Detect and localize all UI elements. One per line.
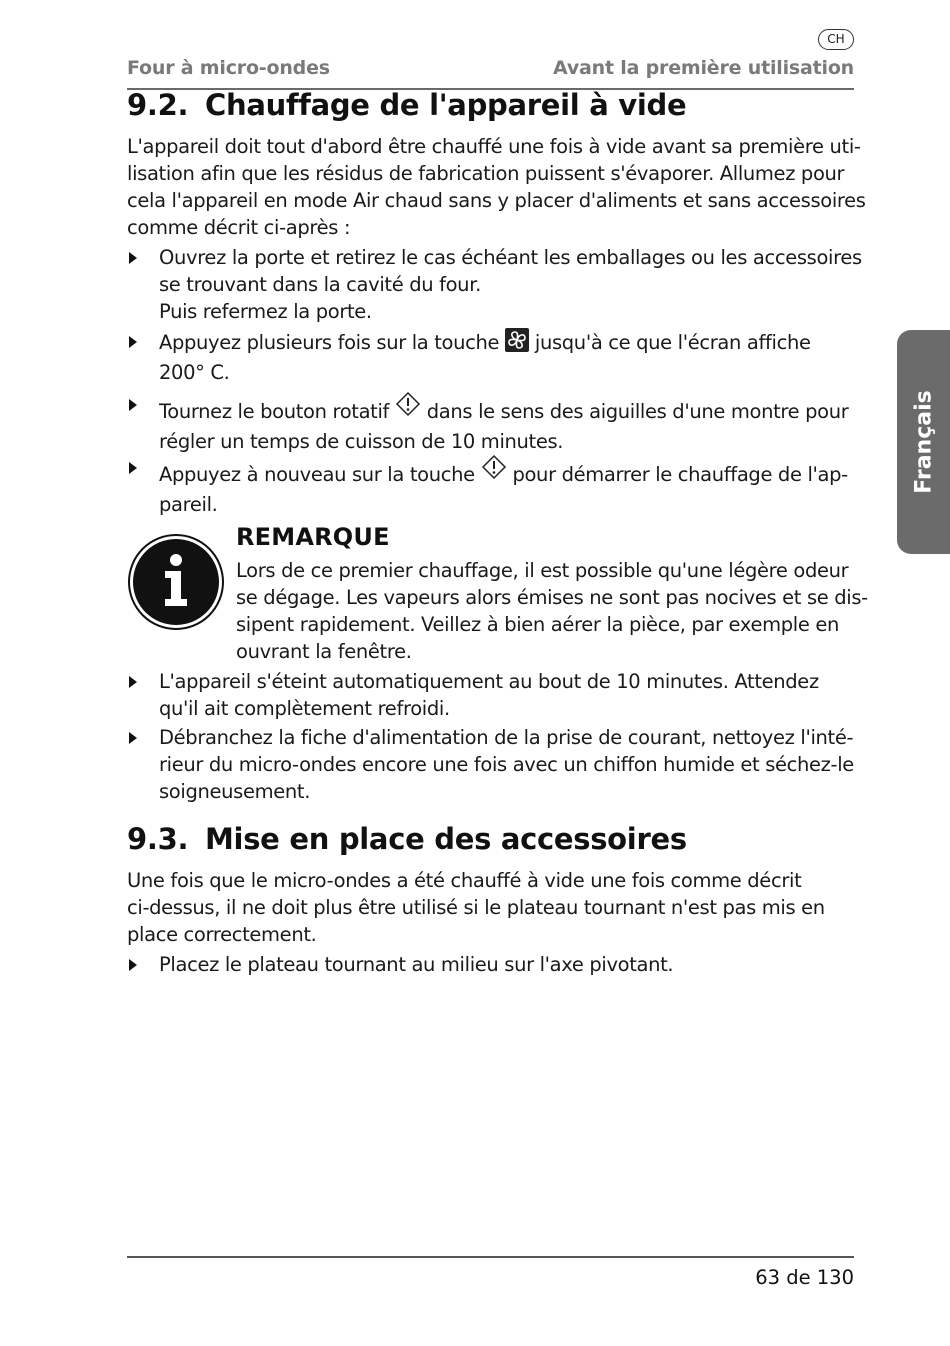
text-line: qu'il ait complètement refroidi.: [159, 697, 450, 720]
section-number: 9.3.: [127, 822, 189, 856]
bullet-arrow-icon: [129, 399, 137, 411]
section-9-2-intro: [127, 133, 866, 241]
section-title: Mise en place des accessoires: [205, 822, 687, 856]
hot-air-fan-key-icon: [505, 328, 529, 359]
text-segment: Appuyez à nouveau sur la touche: [159, 463, 475, 486]
text-line: place correctement.: [127, 923, 317, 946]
text-line: Puis refermez la porte.: [159, 300, 372, 323]
header-left: Four à micro-ondes: [127, 57, 330, 79]
running-header: [127, 57, 854, 79]
section-number: 9.2.: [127, 88, 189, 122]
text-line: Lors de ce premier chauffage, il est possible qu'une légère odeur: [236, 559, 849, 582]
language-tab-label: Français: [911, 390, 936, 494]
text-line: comme décrit ci-après :: [127, 216, 351, 239]
bullet-arrow-icon: [129, 959, 137, 971]
rotary-start-knob-icon: [395, 391, 421, 428]
text-line: ci-dessus, il ne doit plus être utilisé si le plateau tournant n'est pas mis en: [127, 896, 825, 919]
note-title: REMARQUE: [236, 523, 390, 551]
text-line: Une fois que le micro-ondes a été chauffé à vide une fois comme décrit: [127, 869, 802, 892]
text-line: Placez le plateau tournant au milieu sur l'axe pivotant.: [159, 953, 674, 976]
text-line: sipent rapidement. Veillez à bien aérer la pièce, par exemple en: [236, 613, 839, 636]
text-segment: Appuyez plusieurs fois sur la touche: [159, 331, 500, 354]
note-text: [236, 557, 868, 665]
bullet-arrow-icon: [129, 732, 137, 744]
page-number: 63 de 130: [755, 1266, 854, 1289]
section-9-3-heading: [127, 822, 687, 856]
section-9-3-intro: [127, 867, 854, 948]
text-line: ouvrant la fenêtre.: [236, 640, 412, 663]
text-segment: jusqu'à ce que l'écran affiche: [534, 331, 811, 354]
bullet-arrow-icon: [129, 462, 137, 474]
text-line: se trouvant dans la cavité du four.: [159, 273, 481, 296]
text-line: rieur du micro-ondes encore une fois avec un chiffon humide et séchez-le: [159, 753, 854, 776]
info-icon: [127, 533, 225, 631]
section-9-2-heading: [127, 88, 686, 122]
text-line: régler un temps de cuisson de 10 minutes.: [159, 430, 564, 453]
language-tab: [897, 330, 950, 554]
text-line: L'appareil doit tout d'abord être chauffé une fois à vide avant sa première uti-: [127, 135, 861, 158]
text-line: se dégage. Les vapeurs alors émises ne sont pas nocives et se dis-: [236, 586, 868, 609]
text-line: Ouvrez la porte et retirez le cas échéant les emballages ou les accessoires: [159, 246, 862, 269]
country-badge: CH: [818, 29, 854, 50]
text-line: lisation afin que les résidus de fabrication puissent s'évaporer. Allumez pour: [127, 162, 845, 185]
text-line: Débranchez la fiche d'alimentation de la prise de courant, nettoyez l'inté-: [159, 726, 854, 749]
text-segment: pour démarrer le chauffage de l'ap-: [512, 463, 848, 486]
footer-rule: [127, 1256, 854, 1258]
header-right: Avant la première utilisation: [553, 57, 854, 79]
text-line: cela l'appareil en mode Air chaud sans y placer d'aliments et sans accessoires: [127, 189, 866, 212]
text-line: pareil.: [159, 493, 218, 516]
start-button-icon: [481, 454, 507, 491]
bullet-arrow-icon: [129, 336, 137, 348]
bullet-arrow-icon: [129, 252, 137, 264]
text-line: soigneusement.: [159, 780, 311, 803]
text-segment: Tournez le bouton rotatif: [159, 400, 390, 423]
text-line: 200° C.: [159, 361, 230, 384]
text-segment: dans le sens des aiguilles d'une montre pour: [426, 400, 849, 423]
text-line: L'appareil s'éteint automatiquement au bout de 10 minutes. Attendez: [159, 670, 819, 693]
section-title: Chauffage de l'appareil à vide: [205, 88, 687, 122]
bullet-arrow-icon: [129, 676, 137, 688]
